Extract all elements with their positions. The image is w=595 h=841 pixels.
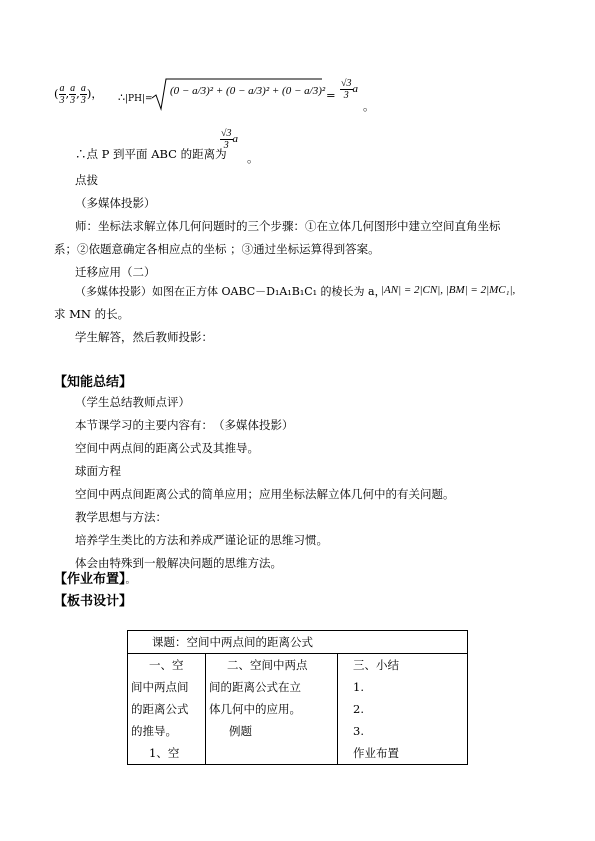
- summary-line: 空间中两点间的距离公式及其推导。: [75, 441, 259, 455]
- cube-problem: （多媒体投影）如图在正方体 OABC－D₁A₁B₁C₁ 的棱长为 a，: [75, 285, 386, 298]
- summary-heading: 【知能总结】: [54, 375, 133, 390]
- dianbo-label: 点拔: [75, 173, 98, 187]
- summary-line: （学生总结教师点评）: [75, 395, 190, 409]
- summary-line: 球面方程: [75, 464, 121, 478]
- summary-line: 培养学生类比的方法和养成严谨论证的思维习惯。: [75, 533, 328, 547]
- period: 。: [363, 99, 375, 113]
- media-note: （多媒体投影）: [75, 196, 156, 210]
- teacher-text-1: 师：坐标法求解立体几何问题时的三个步骤：①在立体几何图形中建立空间直角坐标: [75, 219, 501, 233]
- board-design-table: [127, 630, 468, 765]
- distance-statement: ∴点 P 到平面 ABC 的距离为: [75, 147, 227, 161]
- summary-line: 本节课学习的主要内容有： （多媒体投影）: [75, 418, 294, 432]
- board-column-1: 一、空 间中两点间 的距离公式 的推导。 1、空: [128, 654, 206, 765]
- period: 。: [247, 151, 259, 165]
- summary-line: 空间中两点间距离公式的简单应用；应用坐标法解立体几何中的有关问题。: [75, 487, 455, 501]
- result-fraction: $\frac{√3}{3}$ a: [341, 78, 358, 101]
- distance-fraction: $\frac{√3}{3}$ a: [221, 128, 238, 151]
- cube-formula: |AN| = 2|CN|, |BM| = 2|MC₁|,: [381, 284, 516, 296]
- radicand-text: (0 − a/3)² + (0 − a/3)² + (0 − a/3)²: [170, 85, 326, 97]
- summary-line: 教学思想与方法：: [75, 510, 167, 524]
- board-title: 课题：空间中两点间的距离公式: [128, 631, 468, 654]
- board-column-3: 三、小结 1. 2. 3. 作业布置: [338, 654, 468, 765]
- board-heading: 【板书设计】: [54, 594, 133, 609]
- fraction-a-over-3: $\frac{a}{3}$: [59, 83, 65, 106]
- transfer-heading: 迁移应用（二）: [75, 265, 156, 279]
- board-column-2: 二、空间中两点 间的距离公式在立 体几何中的应用。 例题: [206, 654, 338, 765]
- summary-line: 体会由特殊到一般解决问题的思维方法。: [75, 556, 282, 570]
- teacher-text-2: 系；②依题意确定各相应点的坐标 ；③通过坐标运算得到答案。: [54, 242, 380, 256]
- homework-heading: 【作业布置】。: [54, 572, 136, 587]
- coordinate-expression: ( $\frac{a}{3}$ , $\frac{a}{3}$ , $\frac{a}{3}$ )，: [54, 83, 103, 106]
- equals-sign: =: [326, 88, 336, 102]
- ph-expression: ∴|PH|=: [118, 91, 153, 104]
- student-answer: 学生解答，然后教师投影：: [75, 330, 213, 344]
- cube-problem-2: 求 MN 的长。: [54, 307, 130, 321]
